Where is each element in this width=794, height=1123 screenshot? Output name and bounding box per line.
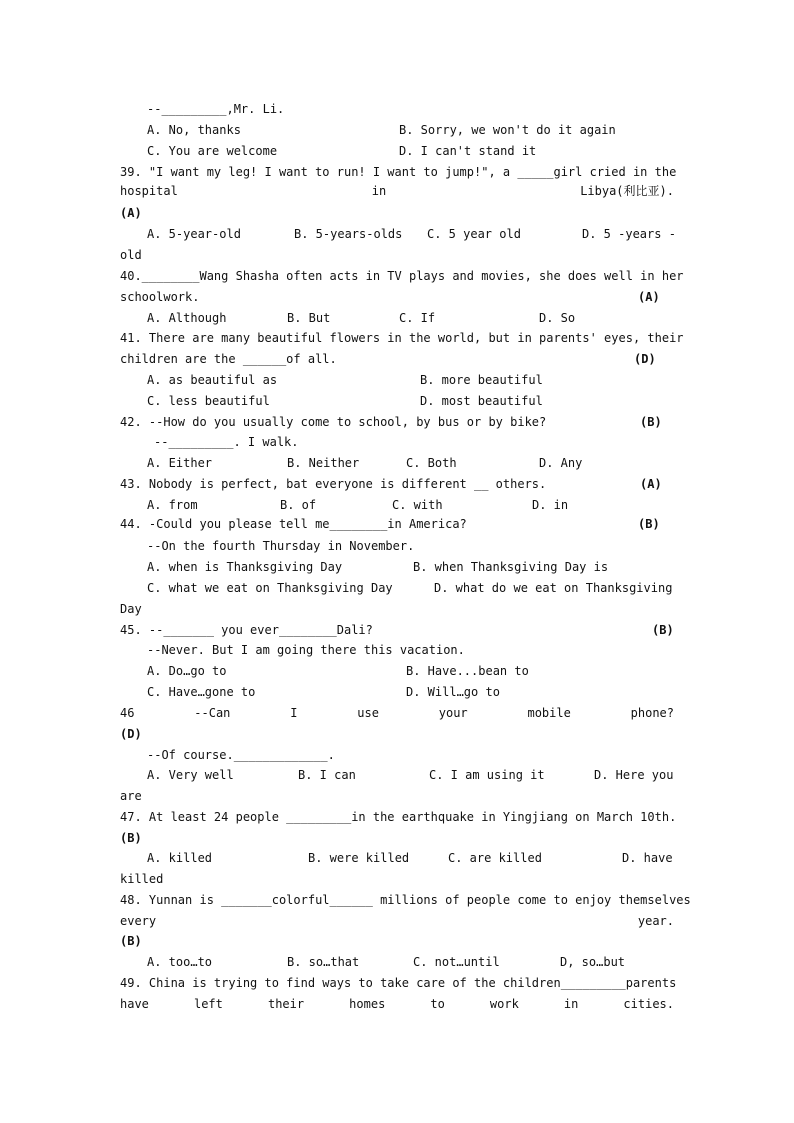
option-b: B. Have...bean to bbox=[406, 664, 529, 678]
word: phone? bbox=[630, 706, 674, 720]
dialogue-reply: --_________,Mr. Li. bbox=[147, 102, 285, 116]
option-c: C. If bbox=[399, 311, 436, 325]
option-d: D. most beautiful bbox=[420, 394, 543, 408]
word: hospital bbox=[120, 184, 178, 198]
dialogue-reply: --_________. I walk. bbox=[154, 435, 299, 449]
option-c: C. are killed bbox=[448, 851, 542, 865]
option-d: D. Will…go to bbox=[406, 685, 500, 699]
answer-39: (A) bbox=[120, 206, 142, 220]
option-b: B. when Thanksgiving Day is bbox=[413, 560, 609, 574]
option-a: A. 5-year-old bbox=[147, 227, 241, 241]
option-d-wrap: Day bbox=[120, 602, 142, 616]
option-c: C. Have…gone to bbox=[147, 685, 256, 699]
word: cities. bbox=[623, 997, 674, 1011]
option-a: A. too…to bbox=[147, 955, 213, 969]
question-41: 41. There are many beautiful flowers in the world, but in parents' eyes, their bbox=[120, 331, 684, 345]
word: every bbox=[120, 914, 157, 928]
word: work bbox=[489, 997, 519, 1011]
option-d: D. what do we eat on Thanksgiving bbox=[434, 581, 673, 595]
word: I bbox=[290, 706, 298, 720]
option-b: B. more beautiful bbox=[420, 373, 543, 387]
answer-41: (D) bbox=[634, 352, 656, 366]
option-d: D. 5 -years - bbox=[582, 227, 676, 241]
word: left bbox=[193, 997, 223, 1011]
word: homes bbox=[349, 997, 386, 1011]
question-46 bbox=[120, 706, 674, 720]
option-a: A. No, thanks bbox=[147, 123, 241, 137]
answer-42: (B) bbox=[640, 415, 662, 429]
word: Libya(利比亚). bbox=[580, 184, 674, 198]
option-a: A. Very well bbox=[147, 768, 234, 782]
option-d: D. in bbox=[532, 498, 569, 512]
question-40-line-2: schoolwork. bbox=[120, 290, 200, 304]
answer-46: (D) bbox=[120, 727, 142, 741]
question-43: 43. Nobody is perfect, bat everyone is different __ others. bbox=[120, 477, 547, 491]
option-b: B. Sorry, we won't do it again bbox=[399, 123, 616, 137]
word: their bbox=[267, 997, 305, 1011]
word: --Can bbox=[194, 706, 231, 720]
word: to bbox=[430, 997, 445, 1011]
option-a: A. when is Thanksgiving Day bbox=[147, 560, 343, 574]
option-b: B. so…that bbox=[287, 955, 360, 969]
option-b: B. of bbox=[280, 498, 317, 512]
question-48-line-2 bbox=[120, 914, 674, 928]
word: have bbox=[120, 997, 149, 1011]
answer-48: (B) bbox=[120, 934, 142, 948]
option-b: B. Neither bbox=[287, 456, 360, 470]
word: your bbox=[438, 706, 468, 720]
option-b: B. I can bbox=[298, 768, 356, 782]
question-39: 39. "I want my leg! I want to run! I want to jump!", a _____girl cried in the bbox=[120, 165, 677, 179]
option-c: C. Both bbox=[406, 456, 457, 470]
word: mobile bbox=[527, 706, 571, 720]
question-49: 49. China is trying to find ways to take care of the children_________parents bbox=[120, 976, 677, 990]
option-d-wrap: are bbox=[120, 789, 142, 803]
word: in bbox=[371, 184, 387, 198]
option-c: C. 5 year old bbox=[427, 227, 521, 241]
option-c: C. You are welcome bbox=[147, 144, 278, 158]
dialogue-reply: --Of course._____________. bbox=[147, 748, 335, 762]
question-40: 40.________Wang Shasha often acts in TV plays and movies, she does well in her bbox=[120, 269, 684, 283]
answer-43: (A) bbox=[640, 477, 662, 491]
option-a: A. Although bbox=[147, 311, 227, 325]
option-d: D, so…but bbox=[560, 955, 626, 969]
question-49-line-2 bbox=[120, 997, 674, 1011]
option-d-wrap: killed bbox=[120, 872, 164, 886]
option-b: B. were killed bbox=[308, 851, 410, 865]
option-a: A. Either bbox=[147, 456, 213, 470]
answer-44: (B) bbox=[638, 517, 660, 531]
dialogue-reply: --On the fourth Thursday in November. bbox=[147, 539, 415, 553]
option-d-wrap: old bbox=[120, 248, 142, 262]
question-47: 47. At least 24 people _________in the earthquake in Yingjiang on March 10th. bbox=[120, 810, 677, 824]
word: use bbox=[357, 706, 379, 720]
question-45: 45. --_______ you ever________Dali? bbox=[120, 623, 373, 637]
word: in bbox=[563, 997, 579, 1011]
option-c: C. less beautiful bbox=[147, 394, 270, 408]
option-a: A. killed bbox=[147, 851, 213, 865]
option-a: A. Do…go to bbox=[147, 664, 227, 678]
question-48: 48. Yunnan is _______colorful______ millions of people come to enjoy themselves bbox=[120, 893, 691, 907]
option-a: A. from bbox=[147, 498, 198, 512]
word: year. bbox=[637, 914, 674, 928]
dialogue-reply: --Never. But I am going there this vacation. bbox=[147, 643, 465, 657]
option-d: D. Any bbox=[539, 456, 583, 470]
option-c: C. not…until bbox=[413, 955, 500, 969]
option-c: C. what we eat on Thanksgiving Day bbox=[147, 581, 393, 595]
option-c: C. I am using it bbox=[429, 768, 545, 782]
option-c: C. with bbox=[392, 498, 443, 512]
option-d: D. So bbox=[539, 311, 576, 325]
word: 46 bbox=[120, 706, 135, 720]
option-d: D. I can't stand it bbox=[399, 144, 537, 158]
option-a: A. as beautiful as bbox=[147, 373, 278, 387]
option-b: B. 5-years-olds bbox=[294, 227, 403, 241]
answer-45: (B) bbox=[652, 623, 674, 637]
question-42: 42. --How do you usually come to school, by bus or by bike? bbox=[120, 415, 547, 429]
question-41-line-2: children are the ______of all. bbox=[120, 352, 337, 366]
answer-40: (A) bbox=[638, 290, 660, 304]
answer-47: (B) bbox=[120, 831, 142, 845]
question-39-line-2 bbox=[120, 184, 674, 198]
option-b: B. But bbox=[287, 311, 331, 325]
option-d: D. Here you bbox=[594, 768, 674, 782]
question-44: 44. -Could you please tell me________in America? bbox=[120, 517, 467, 531]
option-d: D. have bbox=[622, 851, 673, 865]
